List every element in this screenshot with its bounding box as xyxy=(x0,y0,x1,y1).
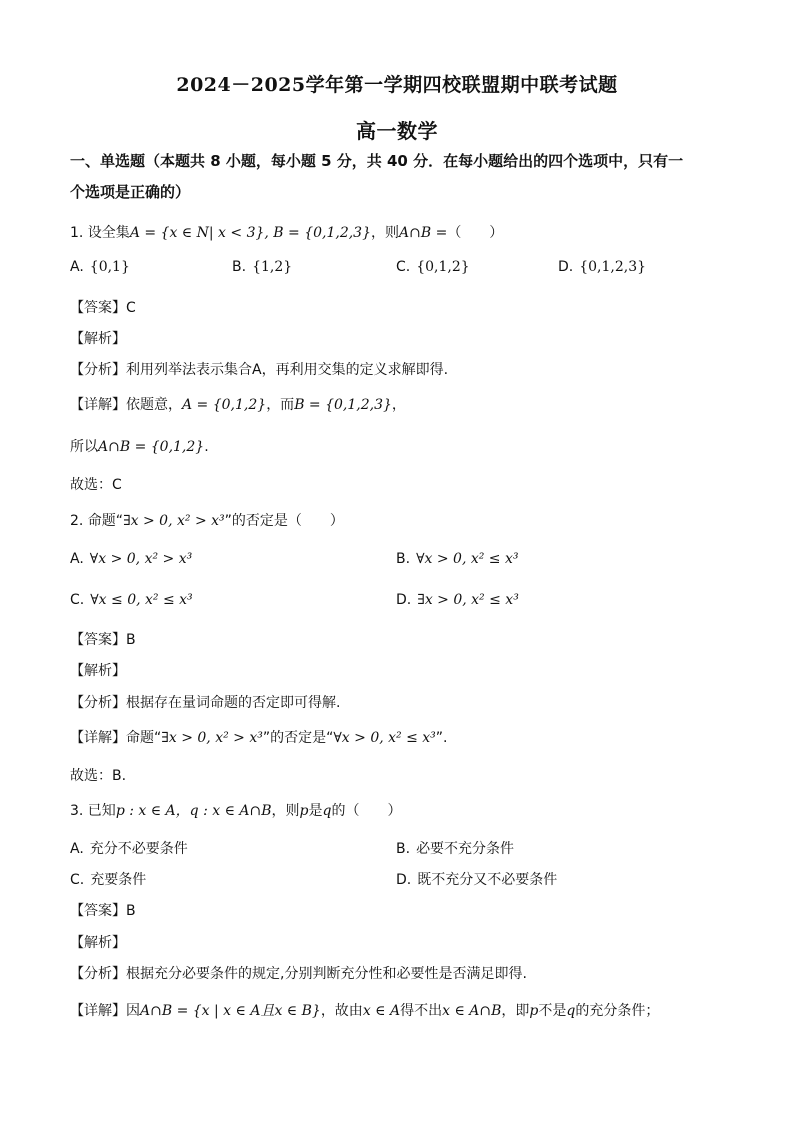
q1-xiangjie-prefix: 【详解】依题意， xyxy=(70,397,182,413)
q2-option-c-label: C. xyxy=(70,592,85,608)
q2-xiangjie-mid: ”的否定是“ xyxy=(262,730,334,746)
q1-xiangjie-mid: ，而 xyxy=(266,397,295,413)
q3-option-a-label: A. xyxy=(70,841,84,857)
q3-option-c-value: 充要条件 xyxy=(90,872,147,888)
section-heading-line1: 一、单选题（本题共 8 小题，每小题 5 分，共 40 分．在每小题给出的四个选项中，只有一 xyxy=(70,152,684,170)
q3-stem-math3: q xyxy=(322,803,332,819)
q3-option-d-label: D. xyxy=(396,872,412,888)
q2-xiangjie-math2: ∀x > 0, x² ≤ x³ xyxy=(333,730,436,746)
q2-option-b xyxy=(396,551,519,567)
q1-fenxi: 【分析】利用列举法表示集合A，再利用交集的定义求解即得. xyxy=(70,362,449,378)
q3-analysis-title: 【解析】 xyxy=(70,935,126,951)
q1-stem-prefix: 1. 设全集 xyxy=(70,225,130,241)
q3-xiangjie-mid3: ，即 xyxy=(501,1003,530,1019)
q2-option-d-label: D. xyxy=(396,592,412,608)
q3-xiangjie-mid2: 得不出 xyxy=(400,1003,443,1019)
q1-option-d xyxy=(558,259,646,275)
q3-stem-math: p : x ∈ A，q : x ∈ A∩B xyxy=(115,803,272,819)
q1-option-d-value: {0,1,2,3} xyxy=(579,259,647,275)
q1-stem-suffix: （ ） xyxy=(447,225,504,241)
q1-xiangjie-math1: A = {0,1,2} xyxy=(182,397,267,413)
section-heading-line2: 个选项是正确的） xyxy=(70,183,191,201)
q2-option-b-label: B. xyxy=(396,551,411,567)
q3-stem-suffix: 的（ ） xyxy=(331,803,402,819)
q1-analysis-title: 【解析】 xyxy=(70,331,126,347)
q2-option-d-value: ∃x > 0, x² ≤ x³ xyxy=(417,592,519,608)
q1-xiangjie xyxy=(70,394,406,414)
q3-xiangjie-math3: x ∈ A∩B xyxy=(442,1003,502,1019)
q3-xiangjie xyxy=(70,1000,659,1020)
q1-option-a-value: {0,1} xyxy=(89,259,130,275)
q3-xiangjie-end: 的充分条件； xyxy=(575,1003,660,1019)
q2-option-b-value: ∀x > 0, x² ≤ x³ xyxy=(416,551,519,567)
q3-xiangjie-prefix: 【详解】因 xyxy=(70,1003,140,1019)
q3-xiangjie-mid: ，故由 xyxy=(320,1003,363,1019)
q3-answer: 【答案】B xyxy=(70,903,136,919)
q1-option-b xyxy=(232,259,292,275)
q3-stem-mid2: 是 xyxy=(308,803,323,819)
q1-conclusion-prefix: 所以 xyxy=(70,439,98,455)
q2-option-c-value: ∀x ≤ 0, x² ≤ x³ xyxy=(90,592,193,608)
q3-xiangjie-math1: A∩B = {x | x ∈ A且x ∈ B} xyxy=(140,1003,321,1019)
q3-xiangjie-math4: p xyxy=(529,1003,539,1019)
q2-stem-suffix: ”的否定是（ ） xyxy=(224,513,344,529)
q2-choose: 故选：B. xyxy=(70,768,127,784)
q1-xiangjie-math2: B = {0,1,2,3} xyxy=(294,397,392,413)
q1-xiangjie-end: ， xyxy=(391,397,406,413)
q1-conclusion xyxy=(70,436,209,456)
q3-xiangjie-mid4: 不是 xyxy=(538,1003,567,1019)
exam-title: 2024－2025学年第一学期四校联盟期中联考试题 xyxy=(176,74,618,96)
q1-option-c xyxy=(396,259,470,275)
q3-option-b-value: 必要不充分条件 xyxy=(416,841,515,857)
q2-answer: 【答案】B xyxy=(70,632,136,648)
q1-choose: 故选：C xyxy=(70,477,122,493)
q2-stem-math: ∃x > 0, x² > x³ xyxy=(123,513,225,529)
question-3-stem xyxy=(70,800,401,820)
q1-option-b-label: B. xyxy=(232,259,247,275)
q2-xiangjie-end: ”. xyxy=(435,730,448,746)
q3-option-a xyxy=(70,838,188,858)
q3-xiangjie-math5: q xyxy=(566,1003,576,1019)
q1-option-a xyxy=(70,259,130,275)
q3-fenxi: 【分析】根据充分必要条件的规定,分别判断充分性和必要性是否满足即得. xyxy=(70,966,527,982)
question-1-stem xyxy=(70,222,503,242)
q1-stem-mid: ，则 xyxy=(371,225,399,241)
q2-fenxi: 【分析】根据存在量词命题的否定即可得解. xyxy=(70,695,341,711)
q1-option-d-label: D. xyxy=(558,259,574,275)
q2-xiangjie-math1: ∃x > 0, x² > x³ xyxy=(161,730,263,746)
q1-conclusion-math: A∩B = {0,1,2} xyxy=(98,439,205,455)
q2-analysis-title: 【解析】 xyxy=(70,663,126,679)
q1-option-a-label: A. xyxy=(70,259,84,275)
q2-option-a-value: ∀x > 0, x² > x³ xyxy=(89,551,193,567)
q3-option-d xyxy=(396,869,557,889)
exam-subtitle: 高一数学 xyxy=(356,119,438,143)
q2-option-c xyxy=(70,592,193,608)
q1-option-b-value: {1,2} xyxy=(252,259,293,275)
q3-option-c xyxy=(70,869,146,889)
q3-option-a-value: 充分不必要条件 xyxy=(89,841,188,857)
q1-stem-math2: A∩B = xyxy=(399,225,448,241)
q3-xiangjie-math2: x ∈ A xyxy=(362,1003,401,1019)
q1-stem-math: A = {x ∈ N| x < 3}, B = {0,1,2,3} xyxy=(129,225,371,241)
q1-option-c-label: C. xyxy=(396,259,411,275)
q3-stem-mid: ，则 xyxy=(271,803,300,819)
q2-stem-prefix: 2. 命题“ xyxy=(70,513,124,529)
q2-option-d xyxy=(396,592,519,608)
q3-option-c-label: C. xyxy=(70,872,85,888)
q2-option-a-label: A. xyxy=(70,551,84,567)
q2-xiangjie-prefix: 【详解】命题“ xyxy=(70,730,162,746)
q3-stem-math2: p xyxy=(299,803,309,819)
q1-conclusion-end: . xyxy=(204,439,209,455)
q2-option-a xyxy=(70,551,192,567)
q2-xiangjie xyxy=(70,727,448,747)
q3-option-b xyxy=(396,838,514,858)
q1-option-c-value: {0,1,2} xyxy=(416,259,470,275)
q3-option-b-label: B. xyxy=(396,841,411,857)
q3-stem-prefix: 3. 已知 xyxy=(70,803,116,819)
question-2-stem xyxy=(70,510,344,530)
q1-answer: 【答案】C xyxy=(70,300,136,316)
q3-option-d-value: 既不充分又不必要条件 xyxy=(417,872,558,888)
